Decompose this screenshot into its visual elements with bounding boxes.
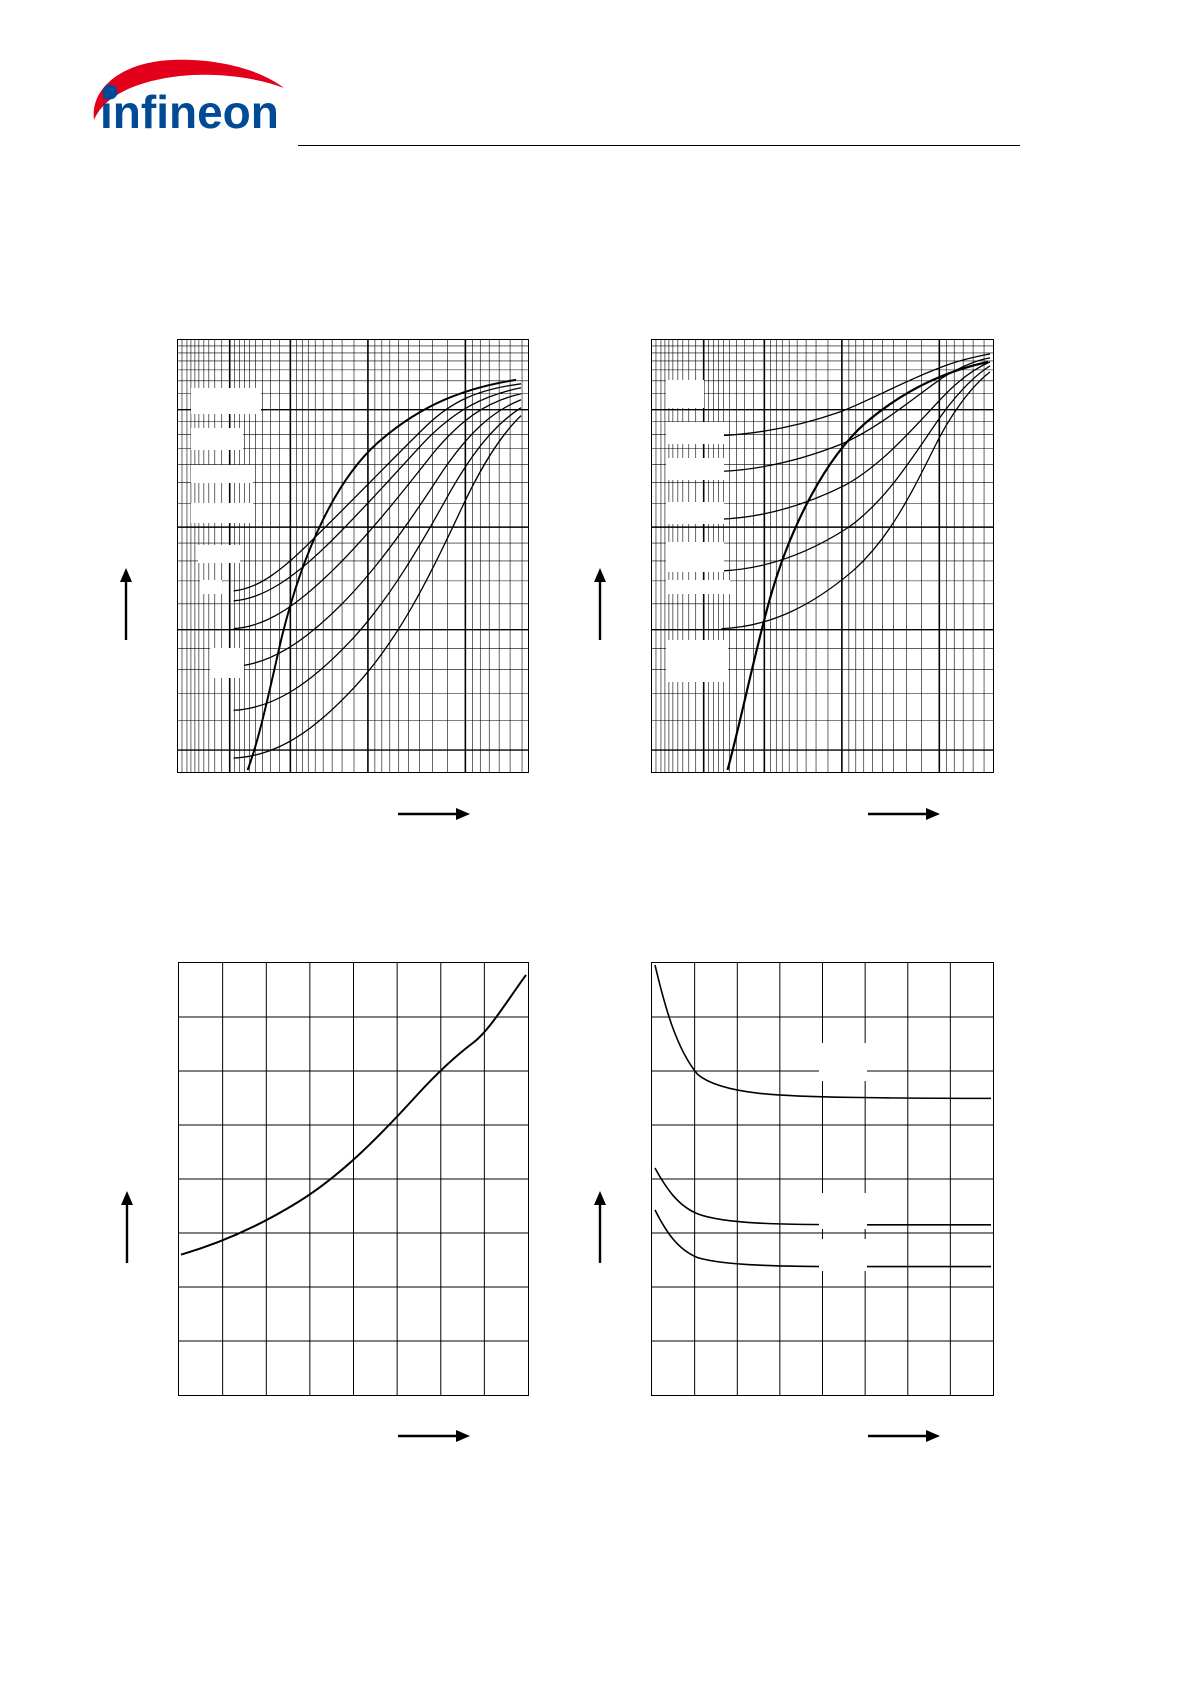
curve-label-patch-2	[819, 1193, 867, 1229]
legend-patch-6	[200, 580, 222, 594]
legend-patch-6	[666, 580, 730, 594]
legend-patch-2	[666, 422, 724, 444]
legend-patch-2	[191, 428, 243, 450]
y-axis-arrow-top-right	[592, 568, 608, 640]
x-axis-arrow-bottom-right	[868, 1428, 940, 1444]
x-axis-arrow-top-right	[868, 806, 940, 822]
legend-patch-1	[191, 388, 261, 414]
curve-label-patch-1	[819, 1043, 867, 1081]
plot-top-left	[177, 339, 529, 773]
y-axis-arrow-bottom-right	[592, 1191, 608, 1263]
legend-patch-3	[191, 465, 253, 483]
x-axis-arrow-bottom-left	[398, 1428, 470, 1444]
header-divider	[298, 145, 1020, 146]
legend-patch-7	[210, 648, 244, 678]
svg-text:infineon: infineon	[100, 86, 279, 134]
legend-patch-4	[666, 502, 724, 524]
curve-label-patch-3	[819, 1239, 867, 1271]
y-axis-arrow-bottom-left	[119, 1191, 135, 1263]
plot-bottom-right	[651, 962, 994, 1396]
y-axis-arrow-top-left	[118, 568, 134, 640]
legend-patch-7	[666, 640, 728, 682]
plot-top-right	[651, 339, 994, 773]
legend-patch-4	[191, 503, 253, 523]
page-header	[0, 0, 1190, 160]
x-axis-arrow-top-left	[398, 806, 470, 822]
plot-bottom-left	[178, 962, 529, 1396]
legend-patch-5	[198, 545, 240, 563]
legend-patch-1	[666, 380, 704, 408]
legend-patch-5	[666, 542, 724, 572]
legend-patch-3	[666, 458, 724, 480]
infineon-logo	[88, 48, 298, 134]
